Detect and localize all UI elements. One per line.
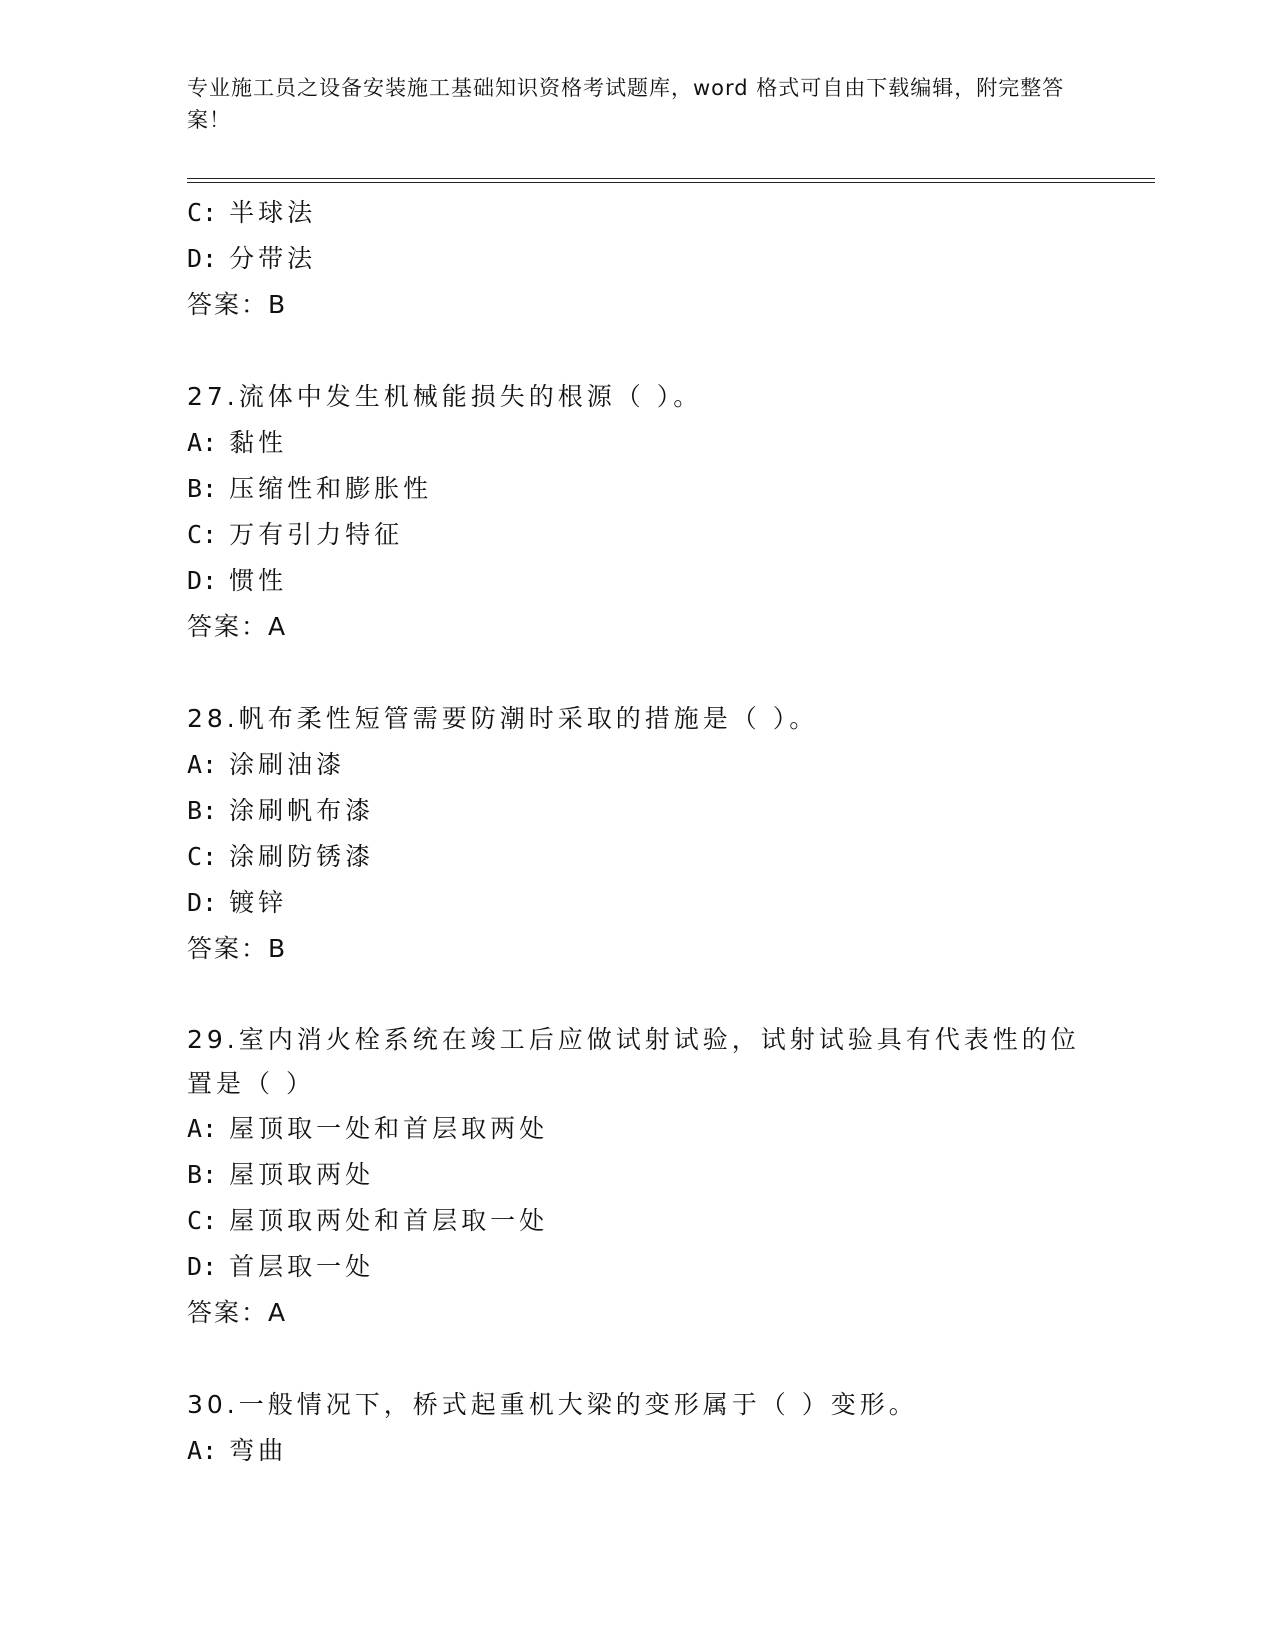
question-28-stem: 28.帆布柔性短管需要防潮时采取的措施是（ ）。: [187, 704, 819, 733]
spacer: [187, 650, 1087, 696]
option-b: B: 屋顶取两处: [187, 1160, 375, 1189]
option-a: A: 屋顶取一处和首层取两处: [187, 1114, 549, 1143]
option-d: D: 首层取一处: [187, 1252, 375, 1281]
option-b: B: 涂刷帆布漆: [187, 796, 375, 825]
option-c: C: 半球法: [187, 198, 317, 227]
spacer: [187, 1336, 1087, 1382]
option-a: A: 弯曲: [187, 1436, 288, 1465]
header-text: 专业施工员之设备安装施工基础知识资格考试题库，word 格式可自由下载编辑，附完整答案！: [187, 76, 1065, 132]
spacer: [187, 328, 1087, 374]
option-c: C: 屋顶取两处和首层取一处: [187, 1206, 549, 1235]
answer: 答案：A: [187, 612, 288, 641]
option-b: B: 压缩性和膨胀性: [187, 474, 433, 503]
question-27-stem: 27.流体中发生机械能损失的根源（ ）。: [187, 382, 703, 411]
question-29-stem: 29.室内消火栓系统在竣工后应做试射试验，试射试验具有代表性的位置是（ ）: [187, 1025, 1080, 1098]
option-d: D: 镀锌: [187, 888, 288, 917]
option-d: D: 惯性: [187, 566, 288, 595]
page-header: [187, 72, 1087, 136]
option-c: C: 万有引力特征: [187, 520, 404, 549]
spacer: [187, 972, 1087, 1018]
question-30-stem: 30.一般情况下，桥式起重机大梁的变形属于（ ）变形。: [187, 1390, 918, 1419]
option-c: C: 涂刷防锈漆: [187, 842, 375, 871]
answer: 答案：B: [187, 290, 288, 319]
answer: 答案：B: [187, 934, 288, 963]
option-a: A: 涂刷油漆: [187, 750, 346, 779]
option-a: A: 黏性: [187, 428, 288, 457]
option-d: D: 分带法: [187, 244, 317, 273]
question-list: [187, 190, 1087, 1474]
header-divider: [187, 178, 1155, 183]
answer: 答案：A: [187, 1298, 288, 1327]
